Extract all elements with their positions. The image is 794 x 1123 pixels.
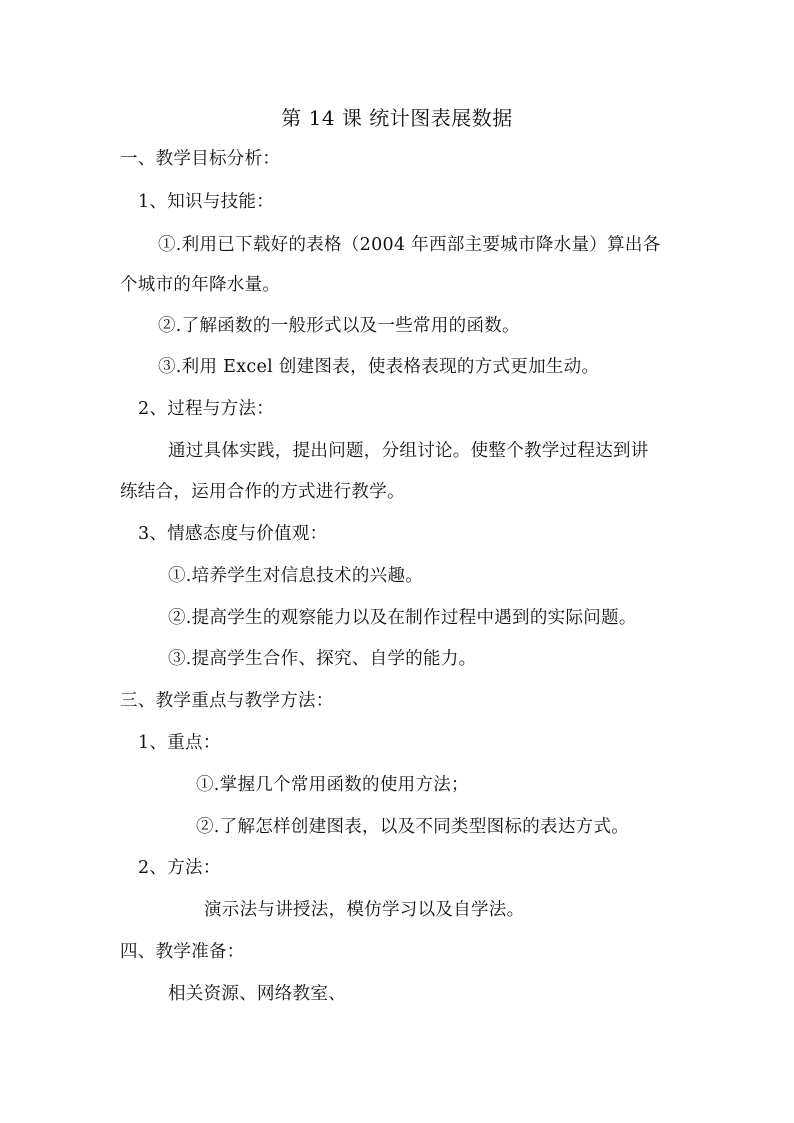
knowledge-item-1-cont: 个城市的年降水量。 <box>120 275 281 295</box>
section-heading-key-points: 三、教学重点与教学方法： <box>120 691 334 711</box>
subheading-methods: 2、方法： <box>138 858 221 878</box>
key-point-item-2: ②.了解怎样创建图表，以及不同类型图标的表达方式。 <box>196 817 630 837</box>
attitude-item-2: ②.提高学生的观察能力以及在制作过程中遇到的实际问题。 <box>168 608 637 628</box>
process-text-line-1: 通过具体实践，提出问题，分组讨论。使整个教学过程达到讲 <box>168 441 649 461</box>
section-heading-objectives: 一、教学目标分析： <box>120 149 281 169</box>
section-heading-preparation: 四、教学准备： <box>120 942 245 962</box>
subheading-attitude-values: 3、情感态度与价值观： <box>138 524 328 544</box>
knowledge-item-3: ③.利用 Excel 创建图表，使表格表现的方式更加生动。 <box>158 357 600 377</box>
methods-text: 演示法与讲授法，模仿学习以及自学法。 <box>204 900 525 920</box>
subheading-key-points: 1、重点： <box>138 733 221 753</box>
preparation-text: 相关资源、网络教室、 <box>168 984 346 1004</box>
knowledge-item-2: ②.了解函数的一般形式以及一些常用的函数。 <box>158 316 520 336</box>
subheading-knowledge-skills: 1、知识与技能： <box>138 192 275 212</box>
key-point-item-1: ①.掌握几个常用函数的使用方法； <box>196 775 469 795</box>
subheading-process-method: 2、过程与方法： <box>138 399 275 419</box>
knowledge-item-1: ①.利用已下载好的表格（2004 年西部主要城市降水量）算出各 <box>158 235 661 255</box>
attitude-item-1: ①.培养学生对信息技术的兴趣。 <box>168 566 424 586</box>
page-title: 第 14 课 统计图表展数据 <box>281 106 513 130</box>
process-text-line-2: 练结合，运用合作的方式进行教学。 <box>120 482 405 502</box>
attitude-item-3: ③.提高学生合作、探究、自学的能力。 <box>168 649 477 669</box>
